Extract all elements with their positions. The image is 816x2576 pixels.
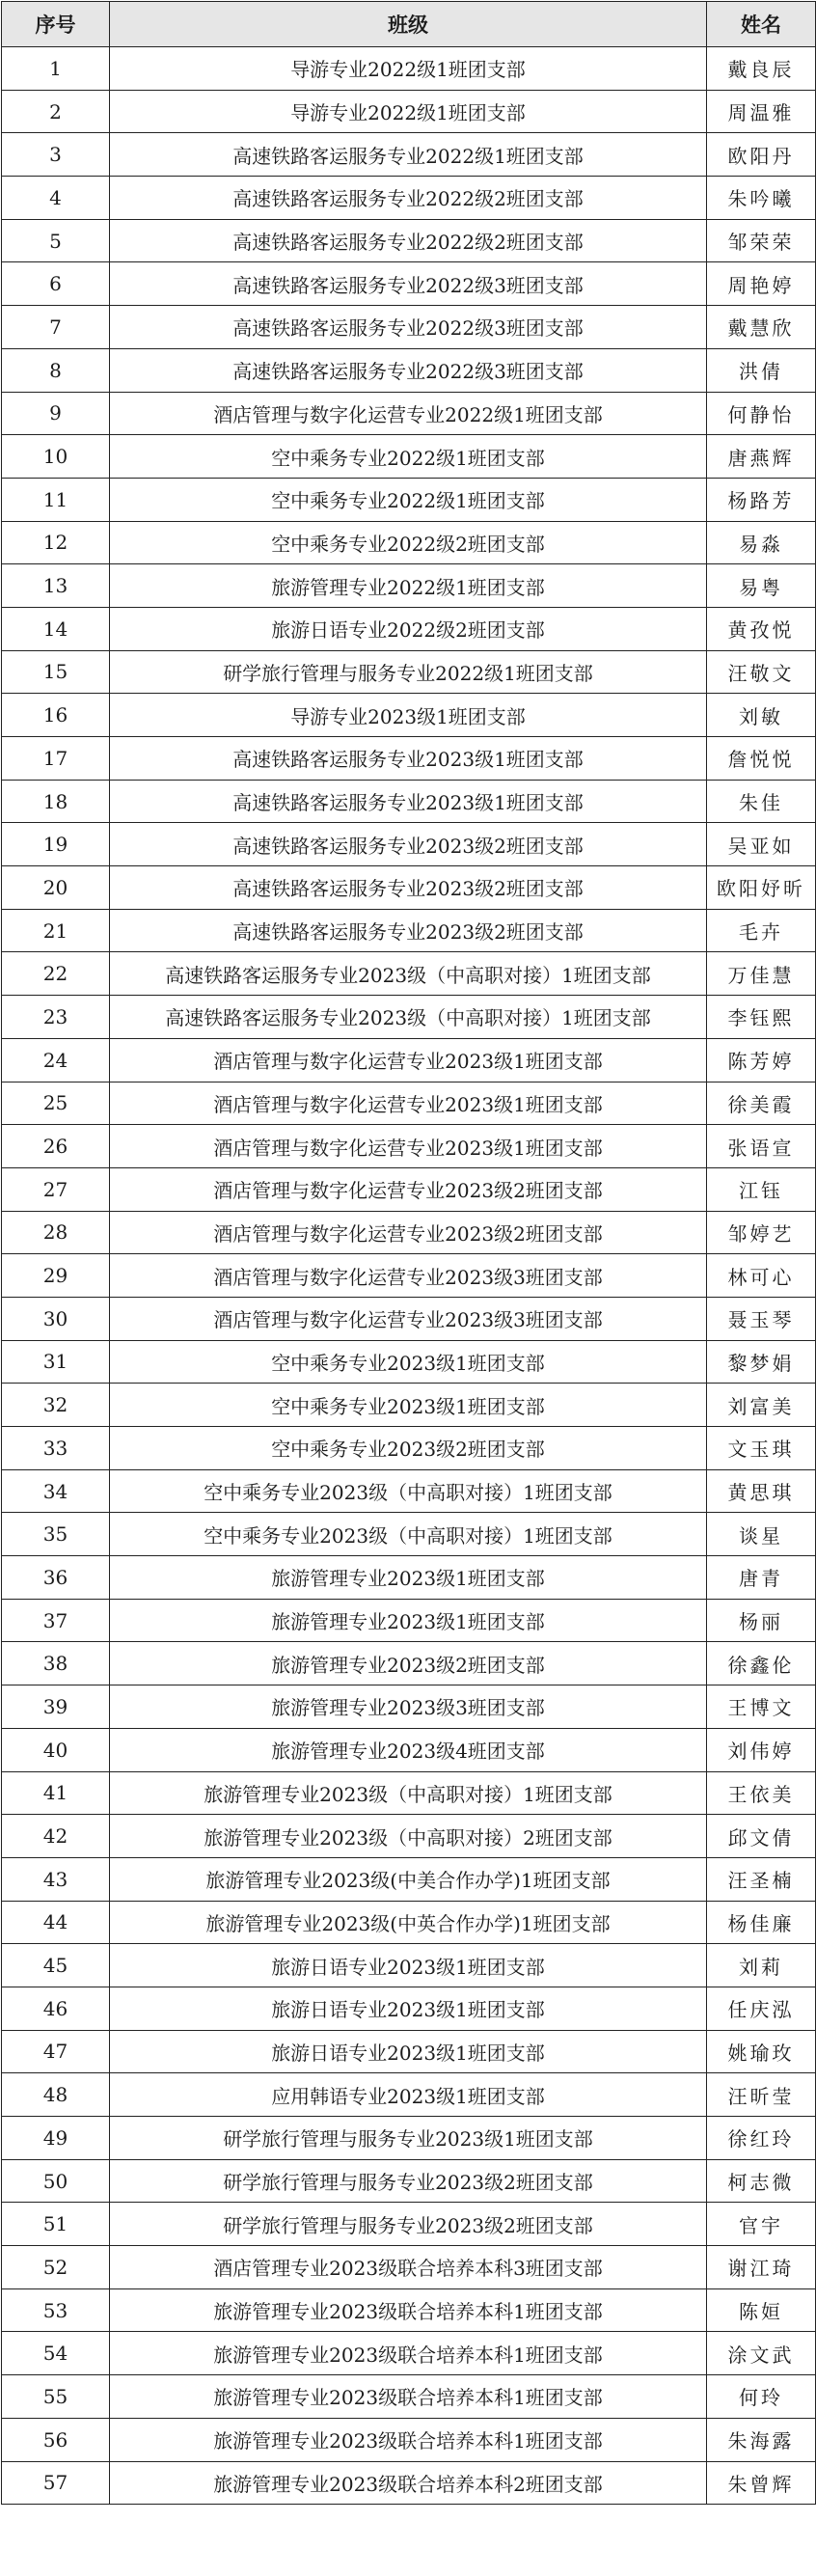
name-cell: 杨路芳: [707, 478, 816, 521]
table-row: [2, 2418, 816, 2461]
name-cell: 陈芳婷: [707, 1038, 816, 1082]
table-row: [2, 1815, 816, 1858]
serial-number-cell: 42: [2, 1815, 110, 1858]
class-cell: 高速铁路客运服务专业2022级3班团支部: [110, 348, 707, 392]
table-row: [2, 1167, 816, 1211]
table-row: [2, 780, 816, 823]
name-cell: 徐鑫伦: [707, 1642, 816, 1685]
serial-number-cell: 39: [2, 1685, 110, 1729]
serial-number-cell: 19: [2, 823, 110, 866]
serial-number-cell: 4: [2, 177, 110, 220]
name-cell: 陈姮: [707, 2288, 816, 2332]
name-cell: 官宇: [707, 2203, 816, 2246]
serial-number-cell: 40: [2, 1728, 110, 1771]
serial-number-cell: 2: [2, 90, 110, 133]
header-row: [2, 2, 816, 47]
serial-number-cell: 26: [2, 1125, 110, 1168]
name-cell: 姚瑜玫: [707, 2030, 816, 2073]
table-row: [2, 1987, 816, 2030]
class-cell: 高速铁路客运服务专业2023级2班团支部: [110, 909, 707, 952]
class-cell: 旅游管理专业2023级2班团支部: [110, 1642, 707, 1685]
class-cell: 导游专业2023级1班团支部: [110, 694, 707, 737]
serial-number-cell: 56: [2, 2418, 110, 2461]
class-cell: 旅游管理专业2023级(中美合作办学)1班团支部: [110, 1857, 707, 1901]
name-cell: 吴亚如: [707, 823, 816, 866]
name-cell: 刘敏: [707, 694, 816, 737]
class-cell: 空中乘务专业2023级2班团支部: [110, 1427, 707, 1470]
class-cell: 旅游管理专业2023级(中英合作办学)1班团支部: [110, 1901, 707, 1944]
serial-number-cell: 29: [2, 1254, 110, 1298]
header-name: 姓名: [707, 2, 816, 47]
name-cell: 戴良辰: [707, 47, 816, 91]
class-cell: 研学旅行管理与服务专业2023级1班团支部: [110, 2117, 707, 2160]
serial-number-cell: 14: [2, 607, 110, 650]
table-row: [2, 262, 816, 306]
class-cell: 旅游管理专业2023级4班团支部: [110, 1728, 707, 1771]
table-row: [2, 133, 816, 177]
serial-number-cell: 47: [2, 2030, 110, 2073]
class-cell: 酒店管理与数字化运营专业2022级1班团支部: [110, 392, 707, 435]
table-row: [2, 564, 816, 608]
class-cell: 空中乘务专业2023级1班团支部: [110, 1340, 707, 1384]
name-cell: 黄思琪: [707, 1469, 816, 1513]
table-row: [2, 2159, 816, 2203]
table-row: [2, 47, 816, 91]
table-row: [2, 2288, 816, 2332]
class-cell: 空中乘务专业2023级1班团支部: [110, 1384, 707, 1427]
name-cell: 朱佳: [707, 780, 816, 823]
name-cell: 汪昕莹: [707, 2073, 816, 2117]
name-cell: 任庆泓: [707, 1987, 816, 2030]
class-cell: 旅游管理专业2023级1班团支部: [110, 1599, 707, 1642]
serial-number-cell: 22: [2, 952, 110, 996]
name-cell: 欧阳丹: [707, 133, 816, 177]
serial-number-cell: 3: [2, 133, 110, 177]
table-row: [2, 2117, 816, 2160]
serial-number-cell: 48: [2, 2073, 110, 2117]
name-cell: 万佳慧: [707, 952, 816, 996]
table-row: [2, 1427, 816, 1470]
header-serial-number: 序号: [2, 2, 110, 47]
class-cell: 酒店管理与数字化运营专业2023级1班团支部: [110, 1125, 707, 1168]
serial-number-cell: 5: [2, 219, 110, 262]
serial-number-cell: 50: [2, 2159, 110, 2203]
class-cell: 空中乘务专业2023级（中高职对接）1班团支部: [110, 1469, 707, 1513]
serial-number-cell: 8: [2, 348, 110, 392]
table-row: [2, 952, 816, 996]
table-row: [2, 2461, 816, 2505]
table-row: [2, 1642, 816, 1685]
table-row: [2, 1599, 816, 1642]
name-cell: 刘富美: [707, 1384, 816, 1427]
table-row: [2, 2073, 816, 2117]
table-row: [2, 1384, 816, 1427]
name-cell: 徐红玲: [707, 2117, 816, 2160]
serial-number-cell: 13: [2, 564, 110, 608]
table-row: [2, 219, 816, 262]
name-cell: 张语宣: [707, 1125, 816, 1168]
class-cell: 高速铁路客运服务专业2023级2班团支部: [110, 823, 707, 866]
serial-number-cell: 54: [2, 2332, 110, 2375]
serial-number-cell: 24: [2, 1038, 110, 1082]
name-cell: 李钰熙: [707, 996, 816, 1039]
class-cell: 旅游管理专业2023级3班团支部: [110, 1685, 707, 1729]
table-row: [2, 1857, 816, 1901]
class-cell: 高速铁路客运服务专业2022级3班团支部: [110, 262, 707, 306]
name-cell: 杨佳廉: [707, 1901, 816, 1944]
name-cell: 王博文: [707, 1685, 816, 1729]
table-row: [2, 1556, 816, 1600]
name-cell: 杨丽: [707, 1599, 816, 1642]
name-cell: 刘伟婷: [707, 1728, 816, 1771]
serial-number-cell: 38: [2, 1642, 110, 1685]
name-cell: 詹悦悦: [707, 737, 816, 781]
serial-number-cell: 41: [2, 1771, 110, 1815]
table-row: [2, 392, 816, 435]
serial-number-cell: 6: [2, 262, 110, 306]
class-cell: 研学旅行管理与服务专业2023级2班团支部: [110, 2159, 707, 2203]
class-cell: 旅游管理专业2023级联合培养本科1班团支部: [110, 2288, 707, 2332]
class-cell: 导游专业2022级1班团支部: [110, 47, 707, 91]
table-body: [2, 47, 816, 2505]
class-cell: 高速铁路客运服务专业2022级2班团支部: [110, 219, 707, 262]
table-row: [2, 2030, 816, 2073]
table-row: [2, 866, 816, 910]
table-row: [2, 1685, 816, 1729]
class-cell: 酒店管理与数字化运营专业2023级2班团支部: [110, 1167, 707, 1211]
name-cell: 谈星: [707, 1513, 816, 1556]
table-row: [2, 306, 816, 349]
class-cell: 空中乘务专业2022级2班团支部: [110, 521, 707, 564]
table-row: [2, 90, 816, 133]
serial-number-cell: 57: [2, 2461, 110, 2505]
class-cell: 空中乘务专业2022级1班团支部: [110, 435, 707, 479]
serial-number-cell: 11: [2, 478, 110, 521]
table-row: [2, 2203, 816, 2246]
table-row: [2, 2375, 816, 2419]
class-cell: 酒店管理与数字化运营专业2023级1班团支部: [110, 1038, 707, 1082]
name-cell: 刘莉: [707, 1944, 816, 1987]
table-row: [2, 348, 816, 392]
name-cell: 朱吟曦: [707, 177, 816, 220]
serial-number-cell: 52: [2, 2246, 110, 2289]
name-cell: 朱曾辉: [707, 2461, 816, 2505]
serial-number-cell: 30: [2, 1297, 110, 1340]
name-cell: 唐燕辉: [707, 435, 816, 479]
name-cell: 聂玉琴: [707, 1297, 816, 1340]
class-cell: 高速铁路客运服务专业2023级2班团支部: [110, 866, 707, 910]
name-cell: 戴慧欣: [707, 306, 816, 349]
serial-number-cell: 43: [2, 1857, 110, 1901]
name-cell: 毛卉: [707, 909, 816, 952]
table-row: [2, 909, 816, 952]
serial-number-cell: 49: [2, 2117, 110, 2160]
table-row: [2, 1513, 816, 1556]
roster-table: [1, 1, 816, 2505]
name-cell: 易淼: [707, 521, 816, 564]
serial-number-cell: 16: [2, 694, 110, 737]
serial-number-cell: 25: [2, 1082, 110, 1125]
serial-number-cell: 21: [2, 909, 110, 952]
table-row: [2, 177, 816, 220]
class-cell: 高速铁路客运服务专业2023级1班团支部: [110, 780, 707, 823]
serial-number-cell: 37: [2, 1599, 110, 1642]
serial-number-cell: 17: [2, 737, 110, 781]
serial-number-cell: 10: [2, 435, 110, 479]
class-cell: 旅游管理专业2023级（中高职对接）2班团支部: [110, 1815, 707, 1858]
class-cell: 酒店管理专业2023级联合培养本科3班团支部: [110, 2246, 707, 2289]
class-cell: 空中乘务专业2022级1班团支部: [110, 478, 707, 521]
name-cell: 谢江琦: [707, 2246, 816, 2289]
class-cell: 研学旅行管理与服务专业2022级1班团支部: [110, 650, 707, 694]
serial-number-cell: 35: [2, 1513, 110, 1556]
name-cell: 文玉琪: [707, 1427, 816, 1470]
table-row: [2, 435, 816, 479]
serial-number-cell: 7: [2, 306, 110, 349]
class-cell: 高速铁路客运服务专业2023级（中高职对接）1班团支部: [110, 952, 707, 996]
class-cell: 旅游管理专业2023级联合培养本科1班团支部: [110, 2332, 707, 2375]
class-cell: 空中乘务专业2023级（中高职对接）1班团支部: [110, 1513, 707, 1556]
serial-number-cell: 34: [2, 1469, 110, 1513]
table-row: [2, 1340, 816, 1384]
class-cell: 旅游管理专业2022级1班团支部: [110, 564, 707, 608]
table-row: [2, 737, 816, 781]
table-row: [2, 650, 816, 694]
serial-number-cell: 12: [2, 521, 110, 564]
name-cell: 何静怡: [707, 392, 816, 435]
name-cell: 徐美霞: [707, 1082, 816, 1125]
class-cell: 旅游管理专业2023级（中高职对接）1班团支部: [110, 1771, 707, 1815]
name-cell: 黎梦娟: [707, 1340, 816, 1384]
class-cell: 旅游管理专业2023级联合培养本科1班团支部: [110, 2418, 707, 2461]
serial-number-cell: 31: [2, 1340, 110, 1384]
table-row: [2, 521, 816, 564]
class-cell: 酒店管理与数字化运营专业2023级2班团支部: [110, 1211, 707, 1254]
serial-number-cell: 44: [2, 1901, 110, 1944]
table-row: [2, 823, 816, 866]
name-cell: 汪敬文: [707, 650, 816, 694]
table-row: [2, 1944, 816, 1987]
header-class: 班级: [110, 2, 707, 47]
class-cell: 高速铁路客运服务专业2023级（中高职对接）1班团支部: [110, 996, 707, 1039]
serial-number-cell: 23: [2, 996, 110, 1039]
table-row: [2, 1728, 816, 1771]
class-cell: 旅游日语专业2022级2班团支部: [110, 607, 707, 650]
serial-number-cell: 15: [2, 650, 110, 694]
serial-number-cell: 20: [2, 866, 110, 910]
class-cell: 高速铁路客运服务专业2022级3班团支部: [110, 306, 707, 349]
serial-number-cell: 18: [2, 780, 110, 823]
class-cell: 旅游管理专业2023级联合培养本科2班团支部: [110, 2461, 707, 2505]
name-cell: 邱文倩: [707, 1815, 816, 1858]
class-cell: 酒店管理与数字化运营专业2023级3班团支部: [110, 1254, 707, 1298]
table-row: [2, 607, 816, 650]
name-cell: 王依美: [707, 1771, 816, 1815]
class-cell: 高速铁路客运服务专业2022级2班团支部: [110, 177, 707, 220]
class-cell: 旅游管理专业2023级联合培养本科1班团支部: [110, 2375, 707, 2419]
class-cell: 旅游管理专业2023级1班团支部: [110, 1556, 707, 1600]
name-cell: 柯志微: [707, 2159, 816, 2203]
name-cell: 洪倩: [707, 348, 816, 392]
table-row: [2, 1771, 816, 1815]
table-row: [2, 1254, 816, 1298]
name-cell: 涂文武: [707, 2332, 816, 2375]
name-cell: 唐青: [707, 1556, 816, 1600]
name-cell: 周艳婷: [707, 262, 816, 306]
serial-number-cell: 33: [2, 1427, 110, 1470]
class-cell: 酒店管理与数字化运营专业2023级3班团支部: [110, 1297, 707, 1340]
serial-number-cell: 36: [2, 1556, 110, 1600]
table-row: [2, 1125, 816, 1168]
class-cell: 导游专业2022级1班团支部: [110, 90, 707, 133]
table-row: [2, 694, 816, 737]
table-row: [2, 1038, 816, 1082]
table-row: [2, 1082, 816, 1125]
class-cell: 高速铁路客运服务专业2022级1班团支部: [110, 133, 707, 177]
table-row: [2, 1211, 816, 1254]
table-row: [2, 996, 816, 1039]
table-row: [2, 1469, 816, 1513]
class-cell: 高速铁路客运服务专业2023级1班团支部: [110, 737, 707, 781]
name-cell: 周温雅: [707, 90, 816, 133]
serial-number-cell: 46: [2, 1987, 110, 2030]
name-cell: 林可心: [707, 1254, 816, 1298]
class-cell: 酒店管理与数字化运营专业2023级1班团支部: [110, 1082, 707, 1125]
serial-number-cell: 45: [2, 1944, 110, 1987]
class-cell: 旅游日语专业2023级1班团支部: [110, 2030, 707, 2073]
name-cell: 易粤: [707, 564, 816, 608]
table-row: [2, 2332, 816, 2375]
table-row: [2, 2246, 816, 2289]
name-cell: 邹荣荣: [707, 219, 816, 262]
name-cell: 江钰: [707, 1167, 816, 1211]
name-cell: 邹婷艺: [707, 1211, 816, 1254]
name-cell: 黄孜悦: [707, 607, 816, 650]
class-cell: 研学旅行管理与服务专业2023级2班团支部: [110, 2203, 707, 2246]
serial-number-cell: 9: [2, 392, 110, 435]
table-row: [2, 478, 816, 521]
serial-number-cell: 51: [2, 2203, 110, 2246]
table-row: [2, 1297, 816, 1340]
serial-number-cell: 27: [2, 1167, 110, 1211]
serial-number-cell: 53: [2, 2288, 110, 2332]
name-cell: 朱海露: [707, 2418, 816, 2461]
serial-number-cell: 1: [2, 47, 110, 91]
class-cell: 旅游日语专业2023级1班团支部: [110, 1944, 707, 1987]
class-cell: 旅游日语专业2023级1班团支部: [110, 1987, 707, 2030]
serial-number-cell: 55: [2, 2375, 110, 2419]
name-cell: 何玲: [707, 2375, 816, 2419]
serial-number-cell: 28: [2, 1211, 110, 1254]
name-cell: 汪圣楠: [707, 1857, 816, 1901]
name-cell: 欧阳妤昕: [707, 866, 816, 910]
serial-number-cell: 32: [2, 1384, 110, 1427]
class-cell: 应用韩语专业2023级1班团支部: [110, 2073, 707, 2117]
table-row: [2, 1901, 816, 1944]
